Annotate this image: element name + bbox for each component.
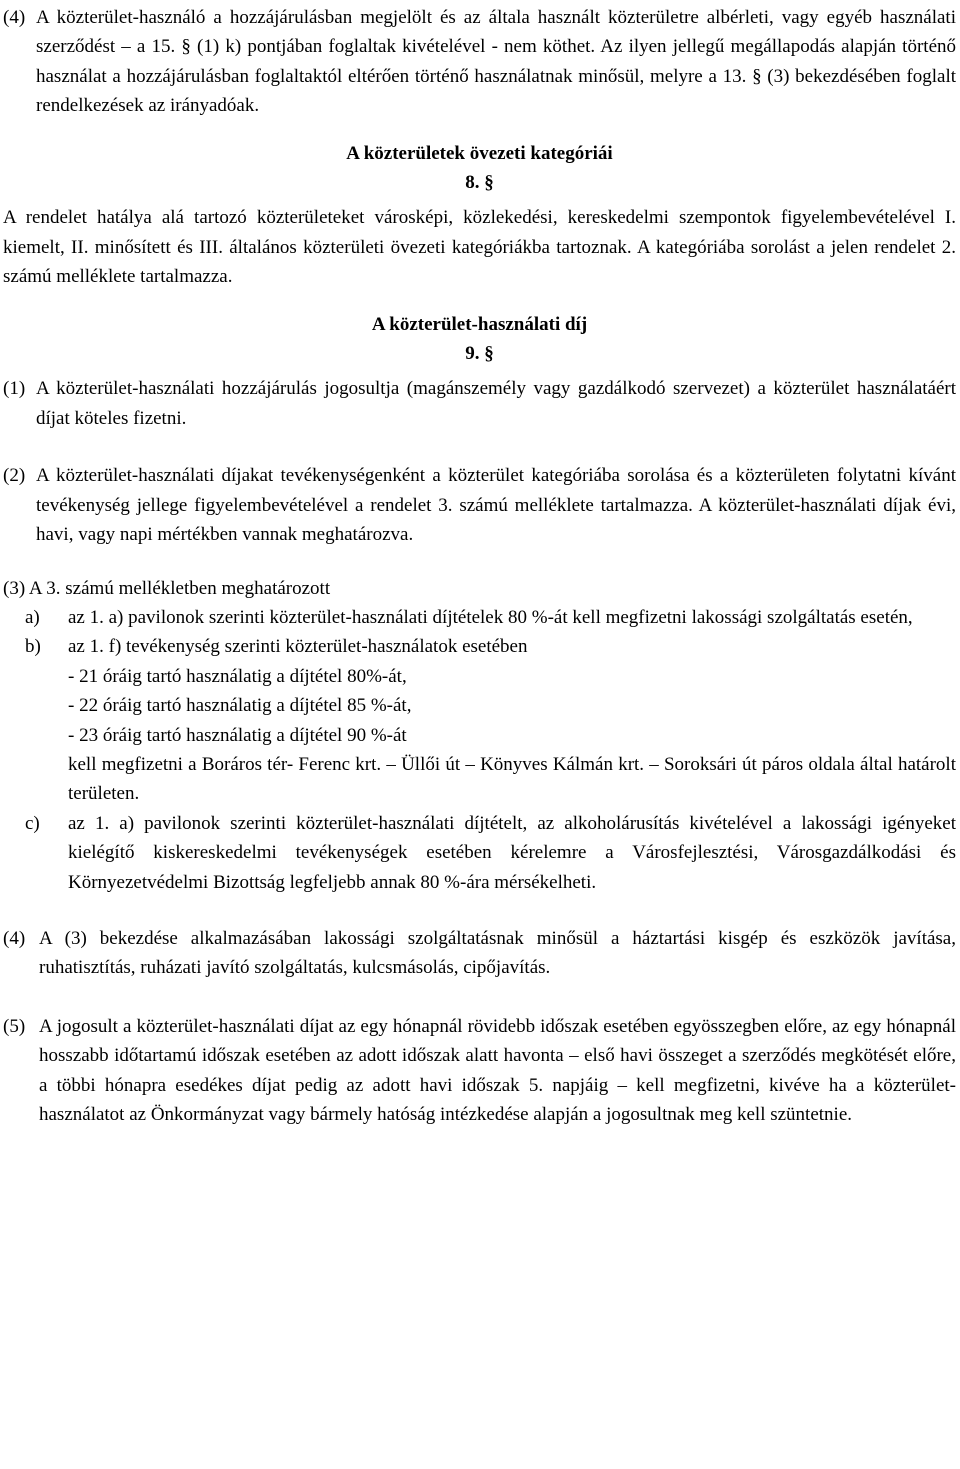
- sub-item-label: a): [25, 606, 40, 628]
- section-8-text: A rendelet hatálya alá tartozó közterületeket városképi, közlekedési, kereskedelmi szempontok figyelembevételével I. kiemelt, II. minősített és III. általános közterületi övezeti kategóriákba tartoznak. A kategóriába sorolást a jelen rendelet 2. számú melléklete tartalmazza.: [3, 207, 956, 288]
- paragraph-number: (4): [3, 927, 26, 949]
- paragraph-text: A közterület-használó a hozzájárulásban megjelölt és az általa használt közterületre albérleti, vagy egyéb használati szerződést – a 15. § (1) k) pontjában foglaltak kivételével - nem köthet. Az ilyen jellegű megállapodás alapján történő használat a hozzájárulásban foglaltaktól eltérően történő használatnak minősül, melyre a 13. § (3) bekezdésében foglalt rendelkezések az irányadóak.: [36, 7, 956, 117]
- sub-item-tail-text: kell megfizetni a Boráros tér- Ferenc krt. – Üllői út – Könyves Kálmán krt. – Soroksári út páros oldala által határolt területen.: [68, 753, 956, 805]
- paragraph-number: (4): [3, 7, 26, 28]
- paragraph-text: A közterület-használati hozzájárulás jogosultja (magánszemély vagy gazdálkodó szervezet) a közterület használatáért díjat köteles fizetni.: [36, 378, 956, 429]
- sub-item-list: [3, 603, 956, 897]
- paragraph-3-intro: (3) A 3. számú mellékletben meghatározott: [3, 577, 331, 599]
- dash-item-23: - 23 óráig tartó használatig a díjtétel 90 %-át: [68, 724, 407, 746]
- paragraph-number: (5): [3, 1015, 26, 1037]
- paragraph-text: A jogosult a közterület-használati díjat az egy hónapnál rövidebb időszak esetében egyösszegben előre, az egy hónapnál hosszabb időtartamú időszak esetében az adott időszak alatt havonta – első havi összeget a szerződés megkötését előre, a többi hónapra esedékes díjat pedig az adott havi időszak 5. napjáig – kell megfizetni, kivéve ha a közterület-használatot az Önkormányzat vagy bármely hatóság intézkedése alapján a jogosultnak meg kell szüntetnie.: [39, 1015, 956, 1125]
- section-8-heading: A közterületek övezeti kategóriái: [346, 142, 613, 164]
- section-9-paragraph-4: [3, 924, 956, 983]
- paragraph-text: A közterület-használati díjakat tevékenységenként a közterület kategóriába sorolása és a közterületen folytatni kívánt tevékenység jellege figyelembevételével a rendelet 3. számú melléklete tartalmazza. A közterület-használati díjak évi, havi, vagy napi mértékben vannak meghatározva.: [36, 465, 956, 546]
- section-9-paragraph-3: [3, 574, 956, 897]
- section-8-number: 8. §: [465, 172, 494, 194]
- sub-item-c: [25, 809, 956, 897]
- section-9-paragraph-1: [3, 374, 956, 433]
- section-9-heading: A közterület-használati díj: [371, 313, 588, 335]
- paragraph-number: (1): [3, 378, 26, 400]
- sub-item-b: [25, 632, 956, 808]
- paragraph-text: A (3) bekezdése alkalmazásában lakossági szolgáltatásnak minősül a háztartási kisgép és eszközök javítása, ruhatisztítás, ruházati javító szolgáltatás, kulcsmásolás, cipőjavítás.: [39, 927, 956, 979]
- sub-item-label: b): [25, 636, 41, 658]
- section-9-paragraph-5: [3, 1012, 956, 1130]
- paragraph-4-previous: [3, 3, 956, 121]
- dash-item-21: - 21 óráig tartó használatig a díjtétel 80%-át,: [68, 665, 407, 687]
- paragraph-number: (2): [3, 465, 26, 487]
- sub-item-text: az 1. a) pavilonok szerinti közterület-használati díjtételt, az alkoholárusítás kivételével a lakossági igényeket kielégítő kiskereskedelmi tevékenységek esetében kérelemre a Városfejlesztési, Városgazdálkodási és Környezetvédelmi Bizottság legfeljebb annak 80 %-ára mérsékelheti.: [68, 812, 956, 893]
- section-9-number: 9. §: [465, 343, 494, 365]
- sub-item-text: az 1. f) tevékenység szerinti közterület-használatok esetében: [68, 636, 528, 658]
- section-9-paragraph-2: [3, 461, 956, 549]
- dash-item-22: - 22 óráig tartó használatig a díjtétel 85 %-át,: [68, 695, 412, 717]
- sub-item-a: [25, 603, 956, 632]
- sub-item-text: az 1. a) pavilonok szerinti közterület-használati díjtételek 80 %-át kell megfizetni lakossági szolgáltatás esetén,: [68, 606, 913, 628]
- sub-item-label: c): [25, 812, 40, 834]
